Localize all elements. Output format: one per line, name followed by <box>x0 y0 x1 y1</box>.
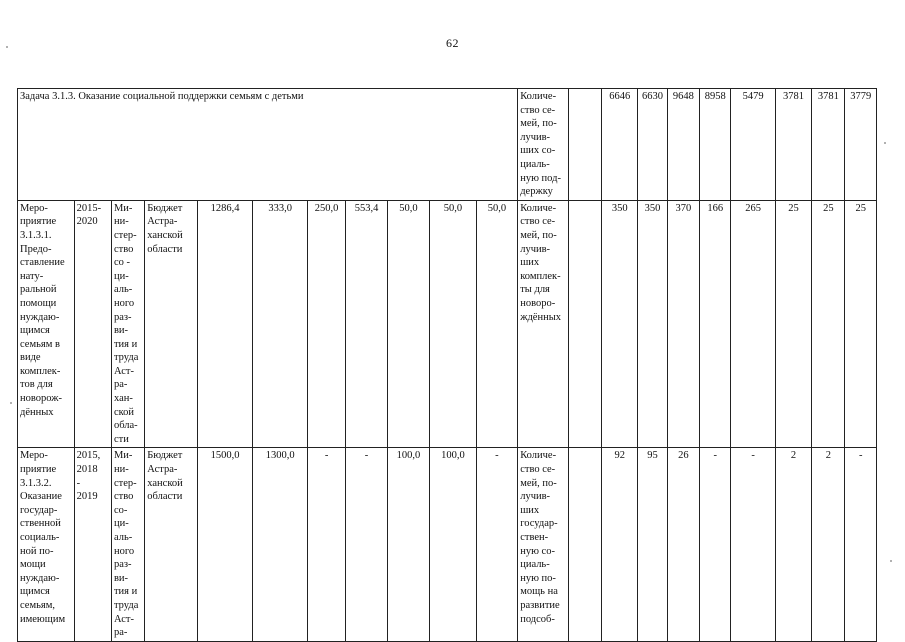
measure-indicator: Количе- ство се- мей, по- лучив- ших государ- ствен- ную со- циаль- ную по- мощь на развитие подсоб- <box>518 448 569 641</box>
task-value: 5479 <box>731 89 775 201</box>
empty-cell <box>568 448 601 641</box>
cost-value: 50,0 <box>430 200 476 448</box>
indicator-value: - <box>845 448 877 641</box>
task-value: 3779 <box>845 89 877 201</box>
indicator-value: 95 <box>638 448 667 641</box>
measure-period: 2015- 2020 <box>74 200 111 448</box>
indicator-value: 25 <box>775 200 811 448</box>
empty-cell <box>568 200 601 448</box>
table-row <box>18 448 877 641</box>
cost-value: 50,0 <box>387 200 429 448</box>
measure-period: 2015, 2018 - 2019 <box>74 448 111 641</box>
indicator-value: - <box>731 448 775 641</box>
cost-value: - <box>476 448 518 641</box>
cost-value: 50,0 <box>476 200 518 448</box>
cost-value: 333,0 <box>253 200 308 448</box>
task-value: 6646 <box>602 89 638 201</box>
task-value: 8958 <box>700 89 731 201</box>
indicator-value: 166 <box>700 200 731 448</box>
task-value: 3781 <box>812 89 845 201</box>
indicator-value: 2 <box>775 448 811 641</box>
empty-cell <box>568 89 601 201</box>
indicator-value: 25 <box>845 200 877 448</box>
page-number: 62 <box>446 36 459 50</box>
cost-value: - <box>346 448 387 641</box>
cost-value: 100,0 <box>430 448 476 641</box>
indicator-value: 25 <box>812 200 845 448</box>
cost-value: 1286,4 <box>197 200 253 448</box>
indicator-value: 26 <box>667 448 699 641</box>
indicator-value: 92 <box>602 448 638 641</box>
task-title: Задача 3.1.3. Оказание социальной поддержки семьям с детьми <box>18 89 518 201</box>
funding-source: Бюджет Астра- ханской области <box>145 448 198 641</box>
task-value: 3781 <box>775 89 811 201</box>
scan-speck <box>6 46 8 48</box>
indicator-value: 2 <box>812 448 845 641</box>
measure-executor: Ми- ни- стер- ство со- ци- аль- ного раз- ви- тия и труда Аст- ра- <box>111 448 144 641</box>
indicator-value: 350 <box>638 200 667 448</box>
indicator-value: 350 <box>602 200 638 448</box>
measure-name: Меро- приятие 3.1.3.2. Оказание государ- ственной социаль- ной по- мощи нуждаю- щимся семьям, имеющим <box>18 448 75 641</box>
cost-value: 250,0 <box>307 200 345 448</box>
scan-speck <box>890 560 892 562</box>
measure-executor: Ми- ни- стер- ство со - ци- аль- ного раз- ви- тия и труда Аст- ра- хан- ской обла- сти <box>111 200 144 448</box>
cost-value: 100,0 <box>387 448 429 641</box>
cost-value: 1500,0 <box>197 448 253 641</box>
cost-value: - <box>307 448 345 641</box>
cost-value: 1300,0 <box>253 448 308 641</box>
funding-source: Бюджет Астра- ханской области <box>145 200 198 448</box>
task-row <box>18 89 877 201</box>
program-table <box>17 88 877 642</box>
measure-indicator: Количе- ство се- мей, по- лучив- ших комплек- ты для новоро- ждённых <box>518 200 569 448</box>
scan-speck <box>10 402 12 404</box>
indicator-value: - <box>700 448 731 641</box>
task-value: 9648 <box>667 89 699 201</box>
table-row <box>18 200 877 448</box>
indicator-value: 265 <box>731 200 775 448</box>
scan-speck <box>884 142 886 144</box>
indicator-value: 370 <box>667 200 699 448</box>
task-value: 6630 <box>638 89 667 201</box>
cost-value: 553,4 <box>346 200 387 448</box>
task-indicator: Количе- ство се- мей, по- лучив- ших со- циаль- ную под- держку <box>518 89 569 201</box>
measure-name: Меро- приятие 3.1.3.1. Предо- ставление нату- ральной помощи нуждаю- щимся семьям в виде комплек- тов для новорож- дённых <box>18 200 75 448</box>
